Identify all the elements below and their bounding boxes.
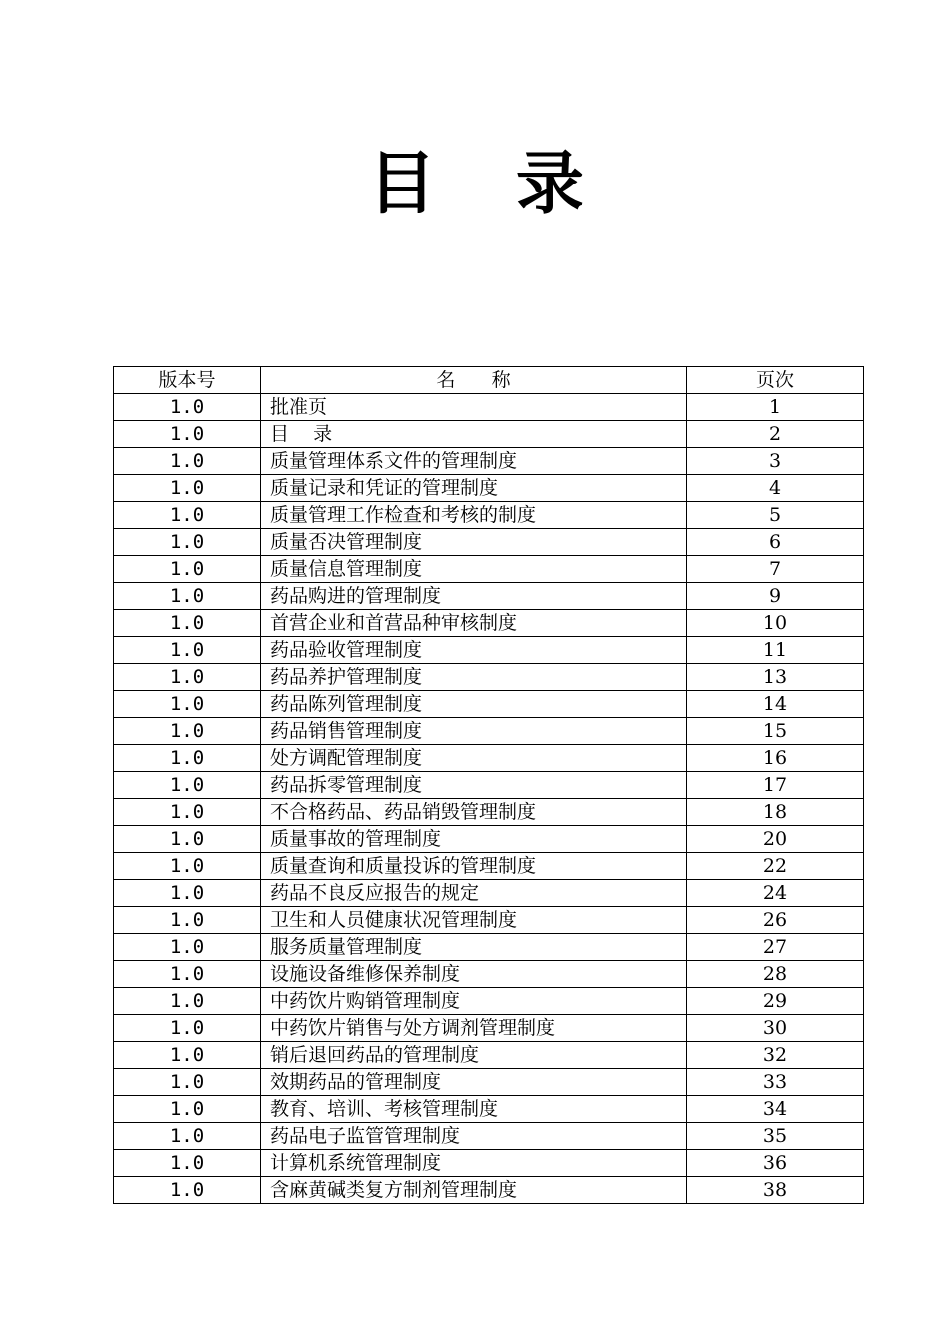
document-name-cell: 计算机系统管理制度	[261, 1150, 687, 1177]
table-row	[114, 583, 864, 610]
document-name-cell: 药品电子监管管理制度	[261, 1123, 687, 1150]
version-cell: 1.0	[114, 1069, 261, 1096]
document-name-cell: 中药饮片销售与处方调剂管理制度	[261, 1015, 687, 1042]
version-cell: 1.0	[114, 1015, 261, 1042]
document-name-cell: 效期药品的管理制度	[261, 1069, 687, 1096]
document-name-cell: 卫生和人员健康状况管理制度	[261, 907, 687, 934]
name-column-header: 名 称	[261, 367, 687, 394]
page-column-header: 页次	[687, 367, 864, 394]
table-row	[114, 1096, 864, 1123]
version-cell: 1.0	[114, 1150, 261, 1177]
table-row	[114, 799, 864, 826]
page-number-cell: 15	[687, 718, 864, 745]
table-row	[114, 1069, 864, 1096]
table-row	[114, 637, 864, 664]
version-column-header: 版本号	[114, 367, 261, 394]
document-name-cell: 销后退回药品的管理制度	[261, 1042, 687, 1069]
document-name-cell: 中药饮片购销管理制度	[261, 988, 687, 1015]
table-row	[114, 394, 864, 421]
page-number-cell: 4	[687, 475, 864, 502]
page-number-cell: 35	[687, 1123, 864, 1150]
document-name-cell: 设施设备维修保养制度	[261, 961, 687, 988]
page-number-cell: 29	[687, 988, 864, 1015]
page-number-cell: 1	[687, 394, 864, 421]
page-number-cell: 17	[687, 772, 864, 799]
page-number-cell: 33	[687, 1069, 864, 1096]
document-name-cell: 不合格药品、药品销毁管理制度	[261, 799, 687, 826]
version-cell: 1.0	[114, 556, 261, 583]
version-cell: 1.0	[114, 1042, 261, 1069]
document-name-cell: 处方调配管理制度	[261, 745, 687, 772]
table-row	[114, 502, 864, 529]
document-name-cell: 药品购进的管理制度	[261, 583, 687, 610]
table-row	[114, 664, 864, 691]
version-cell: 1.0	[114, 961, 261, 988]
page-number-cell: 20	[687, 826, 864, 853]
table-row	[114, 556, 864, 583]
document-name-cell: 药品陈列管理制度	[261, 691, 687, 718]
table-row	[114, 988, 864, 1015]
page-number-cell: 5	[687, 502, 864, 529]
document-name-cell: 教育、培训、考核管理制度	[261, 1096, 687, 1123]
version-cell: 1.0	[114, 853, 261, 880]
document-name-cell: 含麻黄碱类复方制剂管理制度	[261, 1177, 687, 1204]
page-number-cell: 32	[687, 1042, 864, 1069]
table-row	[114, 610, 864, 637]
version-cell: 1.0	[114, 907, 261, 934]
table-row	[114, 880, 864, 907]
version-cell: 1.0	[114, 664, 261, 691]
version-cell: 1.0	[114, 1177, 261, 1204]
page-number-cell: 30	[687, 1015, 864, 1042]
page-number-cell: 9	[687, 583, 864, 610]
table-row	[114, 826, 864, 853]
version-cell: 1.0	[114, 1096, 261, 1123]
document-name-cell: 质量查询和质量投诉的管理制度	[261, 853, 687, 880]
table-row	[114, 934, 864, 961]
page-number-cell: 34	[687, 1096, 864, 1123]
document-name-cell: 质量管理体系文件的管理制度	[261, 448, 687, 475]
page-number-cell: 36	[687, 1150, 864, 1177]
page-title: 目 录	[368, 145, 612, 224]
document-name-cell: 药品拆零管理制度	[261, 772, 687, 799]
table-row	[114, 691, 864, 718]
page-number-cell: 27	[687, 934, 864, 961]
page-number-cell: 26	[687, 907, 864, 934]
version-cell: 1.0	[114, 475, 261, 502]
page-number-cell: 16	[687, 745, 864, 772]
version-cell: 1.0	[114, 637, 261, 664]
page-number-cell: 14	[687, 691, 864, 718]
version-cell: 1.0	[114, 448, 261, 475]
version-cell: 1.0	[114, 772, 261, 799]
version-cell: 1.0	[114, 502, 261, 529]
version-cell: 1.0	[114, 799, 261, 826]
version-cell: 1.0	[114, 529, 261, 556]
version-cell: 1.0	[114, 691, 261, 718]
table-row	[114, 1015, 864, 1042]
version-cell: 1.0	[114, 583, 261, 610]
toc-table	[113, 366, 864, 1204]
toc-body	[114, 394, 864, 1204]
table-row	[114, 475, 864, 502]
document-name-cell: 目 录	[261, 421, 687, 448]
table-row	[114, 853, 864, 880]
document-name-cell: 质量记录和凭证的管理制度	[261, 475, 687, 502]
page-number-cell: 6	[687, 529, 864, 556]
document-name-cell: 药品验收管理制度	[261, 637, 687, 664]
table-row	[114, 448, 864, 475]
table-row	[114, 961, 864, 988]
document-name-cell: 药品养护管理制度	[261, 664, 687, 691]
page-number-cell: 28	[687, 961, 864, 988]
version-cell: 1.0	[114, 988, 261, 1015]
document-name-cell: 质量否决管理制度	[261, 529, 687, 556]
version-cell: 1.0	[114, 394, 261, 421]
document-name-cell: 首营企业和首营品种审核制度	[261, 610, 687, 637]
page-number-cell: 3	[687, 448, 864, 475]
document-name-cell: 质量信息管理制度	[261, 556, 687, 583]
table-row	[114, 772, 864, 799]
page-number-cell: 38	[687, 1177, 864, 1204]
table-row	[114, 718, 864, 745]
table-row	[114, 1042, 864, 1069]
page-number-cell: 22	[687, 853, 864, 880]
version-cell: 1.0	[114, 610, 261, 637]
page-number-cell: 10	[687, 610, 864, 637]
document-name-cell: 质量管理工作检查和考核的制度	[261, 502, 687, 529]
table-row	[114, 1123, 864, 1150]
table-row	[114, 1177, 864, 1204]
table-row	[114, 421, 864, 448]
page-number-cell: 24	[687, 880, 864, 907]
document-name-cell: 批准页	[261, 394, 687, 421]
page-number-cell: 18	[687, 799, 864, 826]
table-row	[114, 1150, 864, 1177]
version-cell: 1.0	[114, 1123, 261, 1150]
document-name-cell: 质量事故的管理制度	[261, 826, 687, 853]
version-cell: 1.0	[114, 880, 261, 907]
document-name-cell: 药品不良反应报告的规定	[261, 880, 687, 907]
document-name-cell: 服务质量管理制度	[261, 934, 687, 961]
table-row	[114, 745, 864, 772]
toc-header-row	[114, 367, 864, 394]
table-row	[114, 907, 864, 934]
version-cell: 1.0	[114, 718, 261, 745]
version-cell: 1.0	[114, 745, 261, 772]
page-number-cell: 7	[687, 556, 864, 583]
version-cell: 1.0	[114, 826, 261, 853]
version-cell: 1.0	[114, 421, 261, 448]
page-number-cell: 11	[687, 637, 864, 664]
table-row	[114, 529, 864, 556]
document-name-cell: 药品销售管理制度	[261, 718, 687, 745]
page-number-cell: 13	[687, 664, 864, 691]
page-number-cell: 2	[687, 421, 864, 448]
version-cell: 1.0	[114, 934, 261, 961]
